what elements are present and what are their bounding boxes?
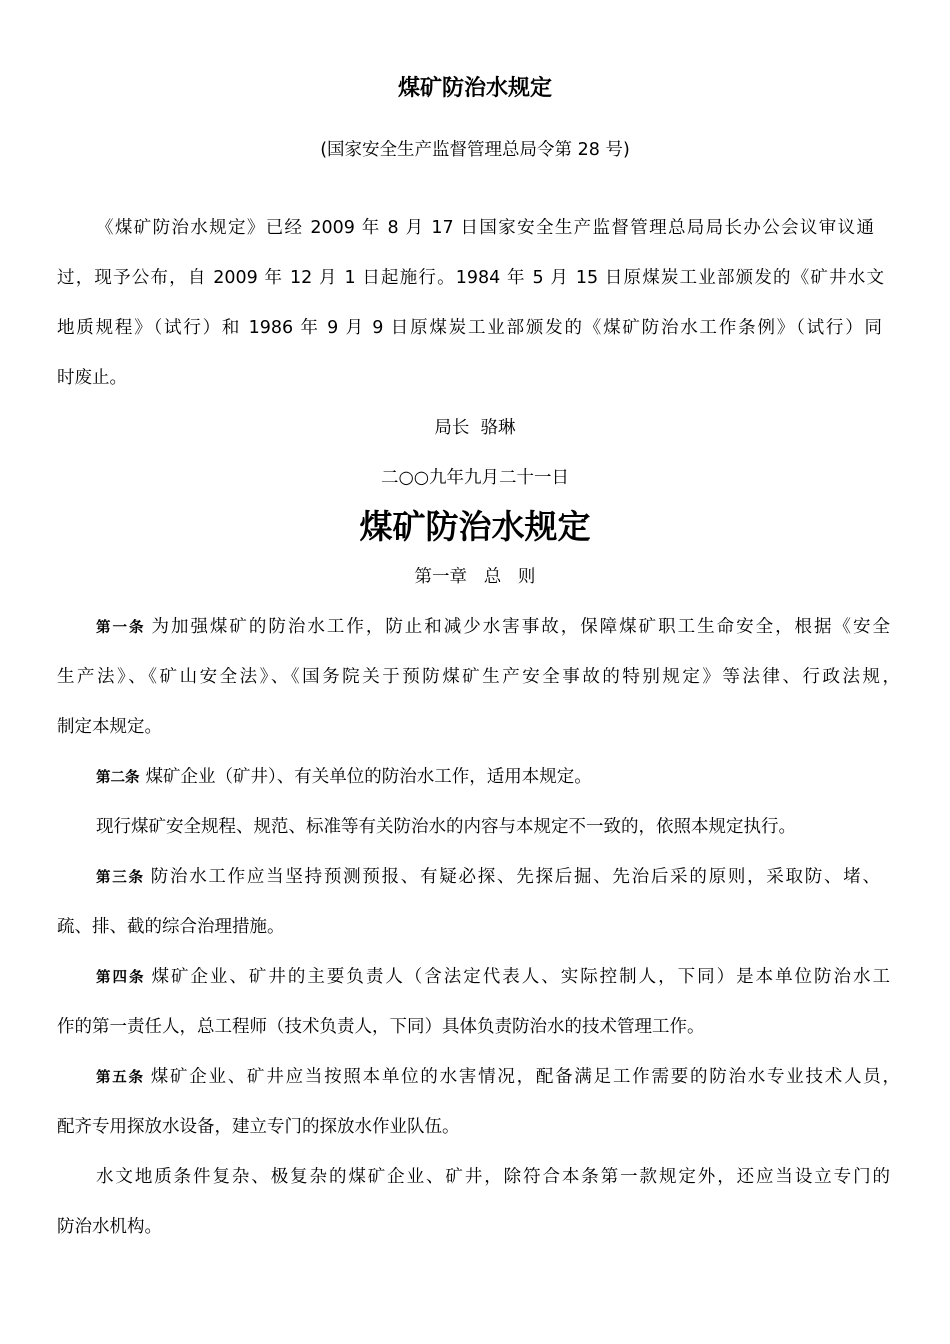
preamble-line: 地质规程》（试行）和 1986 年 9 月 9 日原煤炭工业部颁发的《煤矿防治水工作条例》（试行）同 bbox=[57, 318, 882, 338]
paragraph-line: 水文地质条件复杂、极复杂的煤矿企业、矿井，除符合本条第一款规定外，还应当设立专门的 bbox=[96, 1167, 890, 1187]
paragraph-line: 防治水机构。 bbox=[57, 1217, 162, 1237]
article-2-line bbox=[96, 765, 592, 790]
preamble-line: 时废止。 bbox=[57, 368, 127, 388]
article-5-line: 配齐专用探放水设备，建立专门的探放水作业队伍。 bbox=[57, 1117, 460, 1137]
article-text: 煤矿企业、矿井的主要负责人（含法定代表人、实际控制人，下同）是本单位防治水工 bbox=[151, 967, 891, 987]
article-4-line: 作的第一责任人，总工程师（技术负责人，下同）具体负责防治水的技术管理工作。 bbox=[57, 1017, 705, 1037]
order-number: (国家安全生产监督管理总局令第 28 号) bbox=[320, 140, 630, 160]
article-5-line bbox=[96, 1065, 900, 1090]
main-title: 煤矿防治水规定 bbox=[359, 507, 591, 546]
article-text: 煤矿企业、矿井应当按照本单位的水害情况，配备满足工作需要的防治水专业技术人员， bbox=[150, 1067, 901, 1087]
signatory: 局长 骆琳 bbox=[434, 418, 516, 438]
chapter-title: 第一章 总 则 bbox=[414, 567, 536, 587]
article-label: 第四条 bbox=[96, 970, 146, 986]
article-1-line bbox=[96, 615, 890, 640]
article-label: 第二条 bbox=[96, 770, 140, 786]
paragraph-line: 现行煤矿安全规程、规范、标准等有关防治水的内容与本规定不一致的，依照本规定执行。 bbox=[96, 817, 796, 837]
preamble-line: 过，现予公布，自 2009 年 12 月 1 日起施行。1984 年 5 月 15 日原煤炭工业部颁发的《矿井水文 bbox=[57, 268, 884, 288]
article-label: 第一条 bbox=[96, 620, 146, 636]
article-text: 为加强煤矿的防治水工作，防止和减少水害事故，保障煤矿职工生命安全，根据《安全 bbox=[151, 617, 891, 637]
article-1-line: 制定本规定。 bbox=[57, 717, 162, 737]
article-4-line bbox=[96, 965, 890, 990]
article-label: 第五条 bbox=[96, 1070, 145, 1086]
preamble-line: 《煤矿防治水规定》已经 2009 年 8 月 17 日国家安全生产监督管理总局局长办公会议审议通 bbox=[96, 218, 874, 238]
article-1-line: 生产法》、《矿山安全法》、《国务院关于预防煤矿生产安全事故的特别规定》等法律、行政法规， bbox=[57, 667, 900, 687]
article-text: 防治水工作应当坚持预测预报、有疑必探、先探后掘、先治后采的原则，采取防、堵、 bbox=[150, 867, 881, 887]
article-text: 煤矿企业（矿井）、有关单位的防治水工作，适用本规定。 bbox=[145, 767, 592, 787]
article-label: 第三条 bbox=[96, 870, 145, 886]
article-3-line bbox=[96, 865, 880, 890]
sign-date: 二○○九年九月二十一日 bbox=[380, 468, 570, 488]
article-3-line: 疏、排、截的综合治理措施。 bbox=[57, 917, 285, 937]
header-title: 煤矿防治水规定 bbox=[397, 76, 552, 101]
